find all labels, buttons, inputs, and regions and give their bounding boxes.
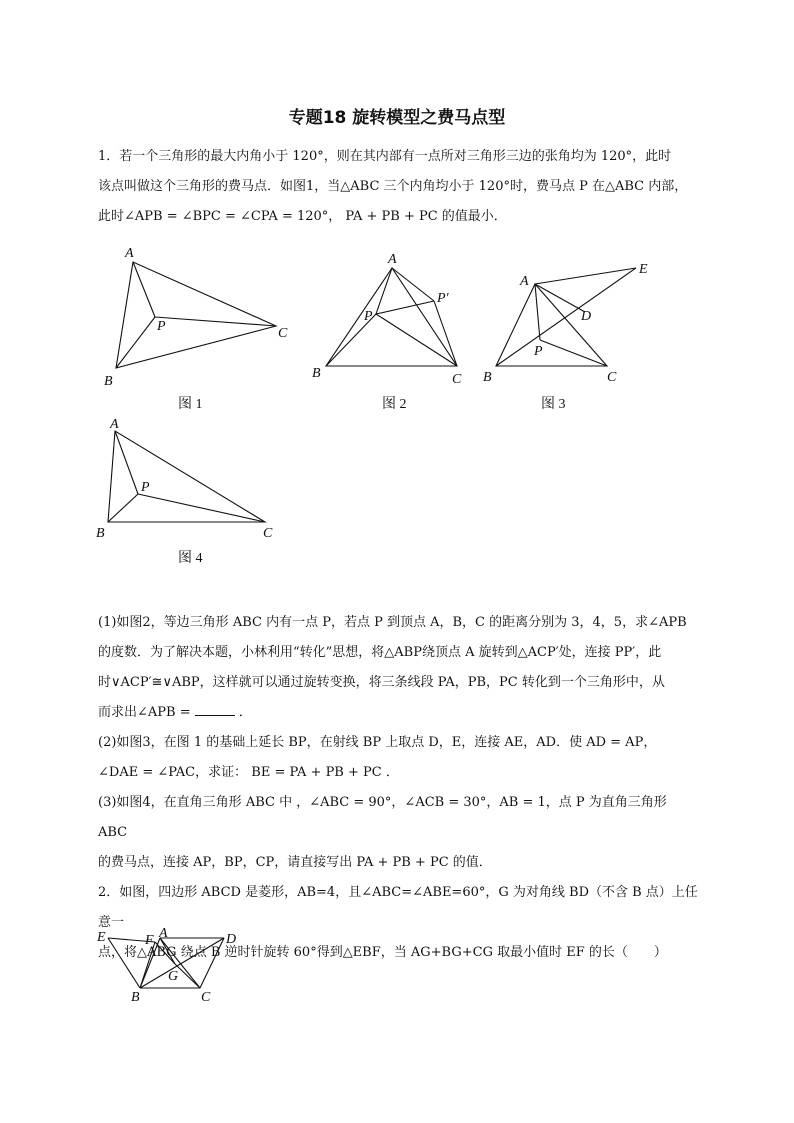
fig5-label-g: G: [168, 969, 179, 984]
fig2-label-b: B: [312, 366, 321, 381]
part1-line-4-text: 而求出∠APB =: [98, 705, 191, 720]
fig3-label-b: B: [483, 370, 492, 385]
question-1-parts: [98, 608, 698, 968]
q2-line-1: 2．如图，四边形 ABCD 是菱形，AB=4，且∠ABC=∠ABE=60°，G 为对角线 BD（不含 B 点）上任意一: [98, 885, 698, 930]
fig4-label-p: P: [141, 480, 150, 495]
fig1-label-b: B: [104, 374, 113, 389]
fig2-caption: 图 2: [382, 397, 407, 412]
fig2-label-c: C: [452, 372, 462, 387]
fig3-label-e: E: [639, 262, 648, 277]
fig4-label-a: A: [110, 417, 119, 432]
fig5-label-f: F: [145, 933, 154, 948]
part1-line-2: 的度数．为了解决本题，小林利用“转化”思想，将△ABP绕顶点 A 旋转到△ACP′处，连接 PP′，此: [98, 645, 662, 660]
fig2-label-a: A: [388, 252, 397, 267]
part1-line-4-end: ．: [238, 705, 252, 720]
fig4-label-c: C: [263, 526, 273, 541]
fig4-caption: 图 4: [178, 551, 203, 566]
intro-line-1: 1．若一个三角形的最大内角小于 120°，则在其内部有一点所对三角形三边的张角均为 120°，此时: [98, 149, 672, 164]
part3-line-1: (3)如图4，在直角三角形 ABC 中 ，∠ABC = 90°，∠ACB = 30°，AB = 1，点 P 为直角三角形 ABC: [98, 795, 667, 840]
answer-blank[interactable]: [195, 703, 235, 716]
fig3-label-a: A: [520, 274, 529, 289]
fig3-caption: 图 3: [541, 397, 566, 412]
fig1-caption: 图 1: [178, 397, 203, 412]
fig5-label-d: D: [226, 932, 237, 947]
q2-line-2: 点，将△ABG 绕点 B 逆时针旋转 60°得到△EBF，当 AG+BG+CG 取最小值时 EF 的长（ ）: [98, 945, 667, 960]
part1-line-3: 时∨ACP′≅∨ABP，这样就可以通过旋转变换，将三条线段 PA，PB，PC 转化到一个三角形中，从: [98, 675, 665, 690]
figure-4: [108, 431, 265, 522]
figure-1: [116, 262, 276, 368]
fig5-label-a: A: [159, 926, 168, 941]
fig3-label-p: P: [534, 344, 543, 359]
part3-line-2: 的费马点，连接 AP，BP，CP，请直接写出 PA + PB + PC 的值．: [98, 855, 492, 870]
fig5-label-b: B: [131, 990, 140, 1005]
fig2-label-p: P: [364, 309, 373, 324]
fig1-label-a: A: [125, 246, 134, 261]
part2-line-2: ∠DAE = ∠PAC，求证： BE = PA + PB + PC ．: [98, 765, 399, 780]
fig1-label-c: C: [278, 326, 288, 341]
figure-2: [326, 268, 457, 366]
fig5-label-c: C: [201, 990, 211, 1005]
fig1-label-p: P: [157, 319, 166, 334]
intro-line-2: 该点叫做这个三角形的费马点．如图1，当△ABC 三个内角均小于 120°时，费马点 P 在△ABC 内部，: [98, 179, 688, 194]
fig3-label-d: D: [581, 309, 592, 324]
fig4-label-b: B: [96, 526, 105, 541]
fig5-label-e: E: [97, 930, 106, 945]
part1-line-1: (1)如图2，等边三角形 ABC 内有一点 P，若点 P 到顶点 A，B，C 的距离分别为 3，4，5，求∠APB: [98, 615, 687, 630]
page-title: 专题18 旋转模型之费马点型: [288, 108, 506, 128]
part2-line-1: (2)如图3，在图 1 的基础上延长 BP，在射线 BP 上取点 D，E，连接 AE，AD．使 AD = AP，: [98, 735, 657, 750]
figure-3: [496, 268, 636, 366]
fig3-label-c: C: [607, 370, 617, 385]
fig2-label-pprime: P′: [437, 291, 449, 306]
intro-line-3: 此时∠APB = ∠BPC = ∠CPA = 120°， PA + PB + PC 的值最小．: [98, 209, 507, 224]
part1-line-4: [98, 698, 698, 728]
